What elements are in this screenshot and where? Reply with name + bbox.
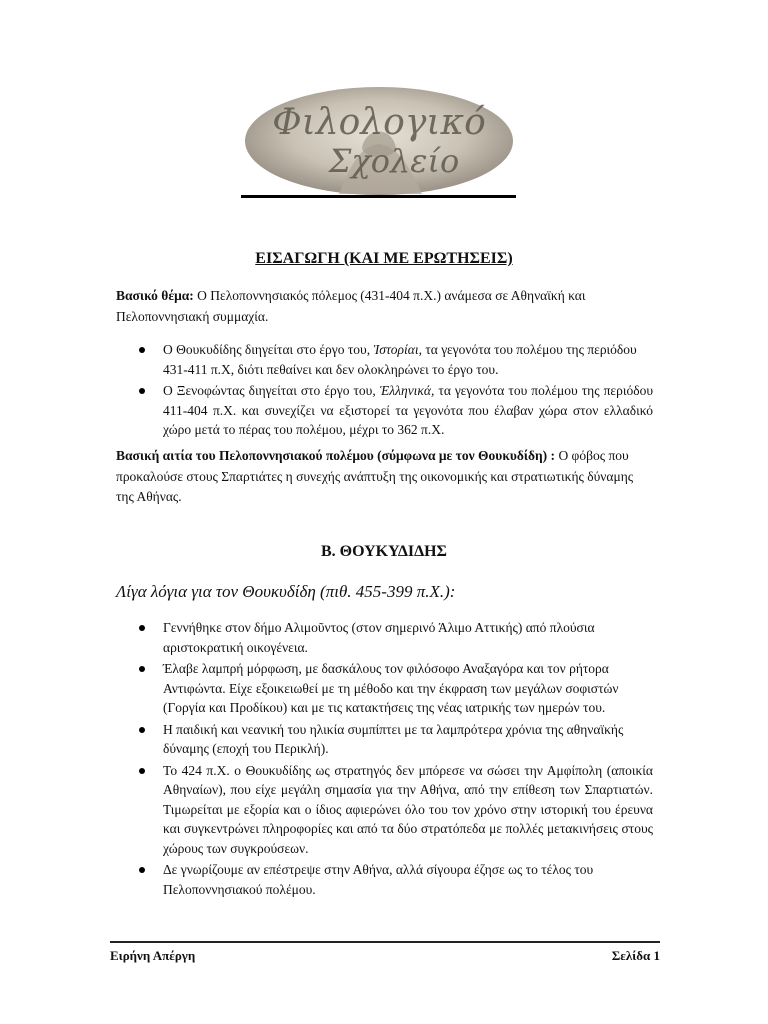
- list-item: Το 424 π.Χ. ο Θουκυδίδης ως στρατηγός δεν μπόρεσε να σώσει την Αμφίπολη (αποικία Αθηναίων), που είχε μεγάλη σημασία για την Αθήνα, από την επίθεση των Σπαρτιατών. Τιμωρείται με εξορία και ο ίδιος αφιερώνει όλο του τον χρόνο στην ιστορική του έρευνα και συγκεντρώνει πληροφορίες και από τα δύο στρατόπεδα με πολλές μετακινήσεις στους χώρους των συγκρούσεων.: [137, 761, 653, 859]
- basic-theme-text: Ο Πελοποννησιακός πόλεμος (431-404 π.Χ.) ανάμεσα σε Αθηναϊκή και Πελοποννησιακή συμμαχία.: [116, 288, 586, 324]
- list-item: Δε γνωρίζουμε αν επέστρεψε στην Αθήνα, αλλά σίγουρα έζησε ως το τέλος του Πελοποννησιακού πολέμου.: [137, 860, 653, 899]
- subheading: Λίγα λόγια για τον Θουκυδίδη (πιθ. 455-399 π.Χ.):: [116, 582, 456, 601]
- bullet-icon: [139, 347, 145, 353]
- basic-theme-paragraph: [116, 286, 652, 327]
- bullet-icon: [139, 625, 145, 631]
- section-heading: Β. ΘΟΥΚΥΔΙΔΗΣ: [320, 543, 448, 560]
- bullet-icon: [139, 666, 145, 672]
- cause-label: Βασική αιτία του Πελοποννησιακού πολέμου (σύμφωνα με τον Θουκυδίδη) :: [116, 448, 556, 463]
- cause-paragraph: [116, 446, 652, 508]
- cause-text: Ο φόβος που προκαλούσε στους Σπαρτιάτες η συνεχής ανάπτυξη της οικονομικής και στρατιωτικής δύναμης της Αθήνας.: [116, 448, 634, 504]
- list-item: Γεννήθηκε στον δήμο Αλιμοῦντος (στον σημερινό Άλιμο Αττικής) από πλούσια αριστοκρατική οικογένεια.: [137, 618, 653, 657]
- bio-bullet-list: [137, 618, 653, 901]
- basic-theme-label: Βασικό θέμα:: [116, 288, 194, 303]
- document-title: ΕΙΣΑΓΩΓΗ (ΚΑΙ ΜΕ ΕΡΩΤΗΣΕΙΣ): [255, 250, 513, 267]
- footer-divider: [110, 941, 660, 943]
- logo-line2: Σχολείο: [328, 142, 460, 180]
- logo-line1: Φιλολογικό: [272, 102, 486, 143]
- footer-page-number: Σελίδα 1: [611, 948, 660, 963]
- bullet-icon: [139, 388, 145, 394]
- list-item: Έλαβε λαμπρή μόρφωση, με δασκάλους τον φιλόσοφο Αναξαγόρα και τον ρήτορα Αντιφώντα. Είχε εξοικειωθεί με τη μέθοδο και την έκφραση των μεγάλων σοφιστών (Γοργία και Προδίκου) και με τις κατακτήσεις της νέας ιατρικής των ημερών του.: [137, 659, 653, 718]
- bullet-icon: [139, 867, 145, 873]
- theme-bullet-list: [137, 340, 653, 442]
- footer-author: Ειρήνη Απέργη: [110, 948, 196, 963]
- logo-underline: [241, 195, 516, 198]
- list-item: Ο Θουκυδίδης διηγείται στο έργο του, Ἱστορίαι, τα γεγονότα του πολέμου της περιόδου 431-411 π.Χ, διότι πεθαίνει και δεν ολοκληρώνει το έργο του.: [137, 340, 653, 379]
- list-item: Ο Ξενοφώντας διηγείται στο έργο του, Ἑλληνικά, τα γεγονότα του πολέμου της περιόδου 411-404 π.Χ. και συνεχίζει να εξιστορεί τα γεγονότα που έλαβαν χώρα στον ελλαδικό χώρο μετά το πέρας του πολέμου, μέχρι το 362 π.Χ.: [137, 381, 653, 440]
- school-logo: [244, 86, 514, 200]
- list-item: Η παιδική και νεανική του ηλικία συμπίπτει με τα λαμπρότερα χρόνια της αθηναϊκής δύναμης (εποχή του Περικλή).: [137, 720, 653, 759]
- bullet-icon: [139, 727, 145, 733]
- bullet-icon: [139, 768, 145, 774]
